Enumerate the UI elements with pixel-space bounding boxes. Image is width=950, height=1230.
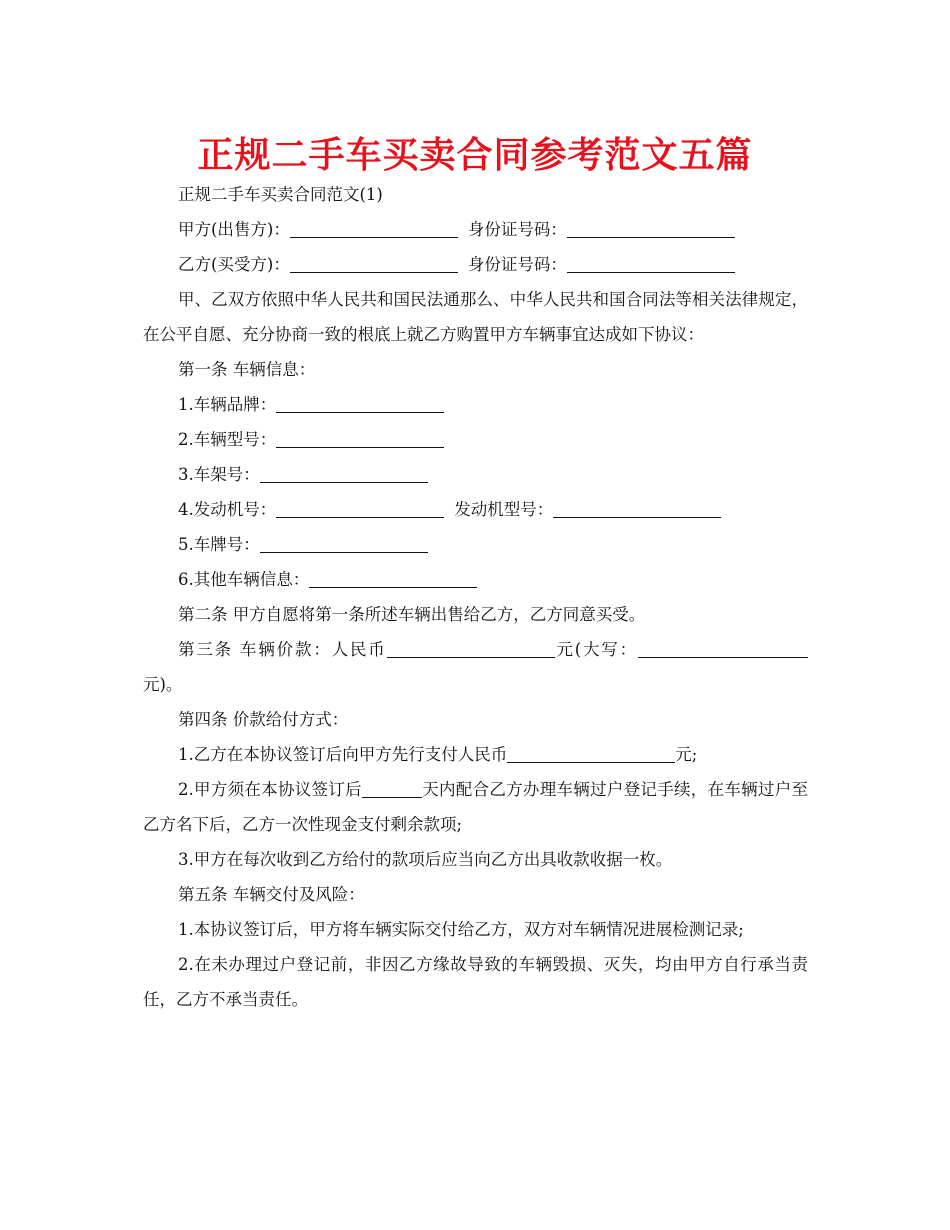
article-4-title: 第四条 价款给付方式： <box>178 710 349 729</box>
price-words-blank <box>638 639 808 658</box>
payment-3: 3.甲方在每次收到乙方给付的款项后应当向乙方出具收款收据一枚。 <box>178 850 673 869</box>
engine-number-label: 4.发动机号： <box>178 500 277 519</box>
payment-1-suffix: 元; <box>675 745 698 764</box>
article-5-title: 第五条 车辆交付及风险： <box>178 885 365 904</box>
other-info-label: 6.其他车辆信息： <box>178 570 310 589</box>
party-b-label: 乙方(买受方)： <box>178 255 290 274</box>
intro-paragraph: 甲、乙双方依照中华人民共和国民法通那么、中华人民共和国合同法等相关法律规定，在公平自愿、充分协商一致的根底上就乙方购置甲方车辆事宜达成如下协议： <box>143 290 808 344</box>
vehicle-brand-blank <box>276 394 444 413</box>
other-info-line <box>143 562 808 597</box>
contract-subtitle: 正规二手车买卖合同范文(1) <box>178 185 383 204</box>
article-3-mid: 元(大写： <box>554 640 638 659</box>
other-info-blank <box>309 569 477 588</box>
payment-2-prefix: 2.甲方须在本协议签订后 <box>178 780 362 799</box>
plate-number-blank <box>260 534 428 553</box>
vehicle-brand-line <box>143 387 808 422</box>
engine-model-label: 发动机型号： <box>454 500 554 519</box>
document-title: 正规二手车买卖合同参考范文五篇 <box>197 135 753 176</box>
article-2: 第二条 甲方自愿将第一条所述车辆出售给乙方，乙方同意买受。 <box>178 605 646 624</box>
payment-1-prefix: 1.乙方在本协议签订后向甲方先行支付人民币 <box>178 745 508 764</box>
delivery-2: 2.在未办理过户登记前，非因乙方缘故导致的车辆毁损、灭失，均由甲方自行承当责任，乙方不承当责任。 <box>143 955 808 1009</box>
payment-1 <box>143 737 808 772</box>
advance-payment-blank <box>507 744 675 763</box>
party-a-line <box>143 212 808 247</box>
party-b-id-blank <box>567 254 735 273</box>
article-1-title: 第一条 车辆信息： <box>178 360 316 379</box>
frame-number-blank <box>260 464 428 483</box>
article-3-prefix: 第三条 车辆价款：人民币 <box>178 640 387 659</box>
party-a-label: 甲方(出售方)： <box>178 220 290 239</box>
plate-number-line <box>143 527 808 562</box>
payment-2 <box>143 772 808 842</box>
party-a-name-blank <box>290 219 458 238</box>
payment-2-suffix: 天内配合乙方办理车辆过户登记手续，在车辆过户至乙方名下后，乙方一次性现金支付剩余款项; <box>143 780 809 834</box>
party-b-name-blank <box>290 254 458 273</box>
vehicle-model-label: 2.车辆型号： <box>178 430 277 449</box>
engine-model-blank <box>553 499 721 518</box>
vehicle-brand-label: 1.车辆品牌： <box>178 395 277 414</box>
party-b-id-label: 身份证号码： <box>467 255 567 274</box>
party-a-id-blank <box>567 219 735 238</box>
document-body <box>143 177 808 1017</box>
article-3-suffix: 元)。 <box>143 675 183 694</box>
party-a-id-label: 身份证号码： <box>467 220 567 239</box>
article-3 <box>143 632 808 702</box>
engine-number-blank <box>276 499 444 518</box>
frame-number-line <box>143 457 808 492</box>
price-number-blank <box>387 639 555 658</box>
party-b-line <box>143 247 808 282</box>
days-blank <box>362 779 422 798</box>
plate-number-label: 5.车牌号： <box>178 535 260 554</box>
vehicle-model-blank <box>276 429 444 448</box>
frame-number-label: 3.车架号： <box>178 465 260 484</box>
engine-line <box>143 492 808 527</box>
delivery-1: 1.本协议签订后，甲方将车辆实际交付给乙方，双方对车辆情况进展检测记录; <box>178 920 744 939</box>
vehicle-model-line <box>143 422 808 457</box>
